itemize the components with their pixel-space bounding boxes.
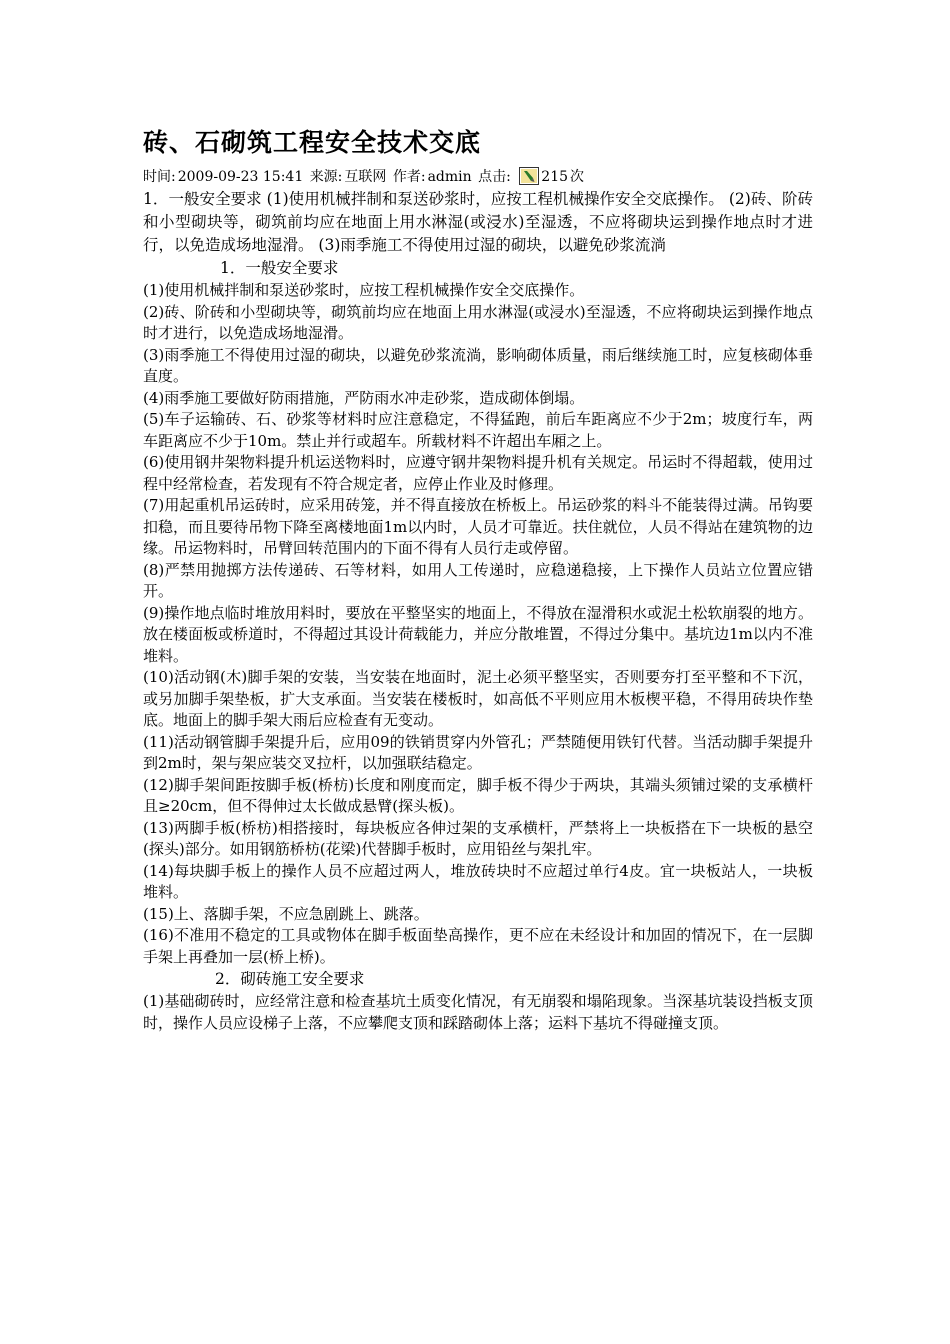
list-item: (3)雨季施工不得使用过湿的砌块，以避免砂浆流淌，影响砌体质量，雨后继续施工时，应复核砌体垂直度。 — [143, 345, 813, 385]
article-summary: 1．一般安全要求 (1)使用机械拌制和泵送砂浆时，应按工程机械操作安全交底操作。 (2)砖、阶砖和小型砌块等，砌筑前均应在地面上用水淋湿(或浸水)至湿透，不应将砌块运到操作地点时才进行，以免造成场地湿滑。 (3)雨季施工不得使用过湿的砌块，以避免砂浆流淌 — [143, 190, 813, 254]
article-title: 砖、石砌筑工程安全技术交底 — [143, 128, 482, 157]
article-meta — [143, 166, 813, 188]
source-value: 互联网 — [344, 169, 387, 185]
source-label: 来源: — [309, 169, 343, 185]
list-item: (2)砖、阶砖和小型砌块等，砌筑前均应在地面上用水淋湿(或浸水)至湿透，不应将砌块运到操作地点时才进行，以免造成场地湿滑。 — [143, 302, 813, 342]
section-heading-general: 1．一般安全要求 — [220, 259, 339, 277]
hits-value: 215 — [541, 169, 569, 185]
list-item: (8)严禁用抛掷方法传递砖、石等材料，如用人工传递时，应稳递稳接，上下操作人员站立位置应错开。 — [143, 560, 813, 600]
list-item: (5)车子运输砖、石、砂浆等材料时应注意稳定，不得猛跑，前后车距离应不少于2m；坡度行车，两车距离应不少于10m。禁止并行或超车。所载材料不许超出车厢之上。 — [143, 410, 813, 450]
pencil-hits-icon — [519, 167, 539, 185]
section-heading-bricklaying: 2．砌砖施工安全要求 — [215, 970, 365, 988]
list-item: (13)两脚手板(桥枋)相搭接时，每块板应各伸过架的支承横杆，严禁将上一块板搭在下一块板的悬空(探头)部分。如用钢筋桥枋(花梁)代替脚手板时，应用铅丝与架扎牢。 — [143, 818, 813, 858]
list-item: (11)活动钢管脚手架提升后，应用09的铁销贯穿内外管孔；严禁随便用铁钉代替。当活动脚手架提升到2m时，架与架应装交叉拉杆，以加强联结稳定。 — [143, 732, 813, 772]
list-item: (7)用起重机吊运砖时，应采用砖笼，并不得直接放在桥板上。吊运砂浆的料斗不能装得过满。吊钩要扣稳，而且要待吊物下降至离楼地面1m以内时，人员才可靠近。扶住就位，人员不得站在建筑物的边缘。吊运物料时，吊臂回转范围内的下面不得有人员行走或停留。 — [143, 496, 813, 557]
document-page — [143, 120, 813, 1034]
time-value: 2009-09-23 15:41 — [177, 169, 304, 185]
author-label: 作者: — [392, 169, 426, 185]
list-item: (4)雨季施工要做好防雨措施，严防雨水冲走砂浆，造成砌体倒塌。 — [143, 388, 585, 407]
list-item: (9)操作地点临时堆放用料时，要放在平整坚实的地面上，不得放在湿滑积水或泥土松软崩裂的地方。放在楼面板或桥道时，不得超过其设计荷载能力，并应分散堆置，不得过分集中。基坑边1m以内不准堆料。 — [143, 603, 813, 665]
list-item: (15)上、落脚手架，不应急剧跳上、跳落。 — [143, 904, 429, 923]
hits-label: 点击: — [478, 169, 511, 185]
list-item: (1)使用机械拌制和泵送砂浆时，应按工程机械操作安全交底操作。 — [143, 281, 585, 299]
section-bricklaying-items — [143, 991, 813, 1034]
hits-unit: 次 — [570, 169, 585, 185]
list-item: (1)基础砌砖时，应经常注意和检查基坑土质变化情况，有无崩裂和塌陷现象。当深基坑装设挡板支顶时，操作人员应设梯子上落，不应攀爬支顶和踩踏砌体上落；运料下基坑不得碰撞支顶。 — [143, 992, 813, 1032]
time-label: 时间: — [143, 169, 176, 185]
list-item: (12)脚手架间距按脚手板(桥枋)长度和刚度而定，脚手板不得少于两块，其端头须铺过梁的支承横杆且≥20cm，但不得伸过太长做成悬臂(探头板)。 — [143, 775, 813, 815]
section-general-items — [143, 280, 813, 968]
list-item: (6)使用钢井架物料提升机运送物料时，应遵守钢井架物料提升机有关规定。吊运时不得超载，使用过程中经常检查，若发现有不符合规定者，应停止作业及时修理。 — [143, 453, 813, 493]
author-value: admin — [427, 169, 472, 185]
list-item: (16)不准用不稳定的工具或物体在脚手板面垫高操作，更不应在未经设计和加固的情况下，在一层脚手架上再叠加一层(桥上桥)。 — [143, 926, 813, 966]
list-item: (10)活动钢(木)脚手架的安装，当安装在地面时，泥土必须平整坚实，否则要夯打至平整和不下沉，或另加脚手架垫板，扩大支承面。当安装在楼板时，如高低不平则应用木板楔平稳，不得用砖块作垫底。地面上的脚手架大雨后应检查有无变动。 — [143, 668, 813, 729]
list-item: (14)每块脚手板上的操作人员不应超过两人，堆放砖块时不应超过单行4皮。宜一块板站人，一块板堆料。 — [143, 861, 813, 901]
